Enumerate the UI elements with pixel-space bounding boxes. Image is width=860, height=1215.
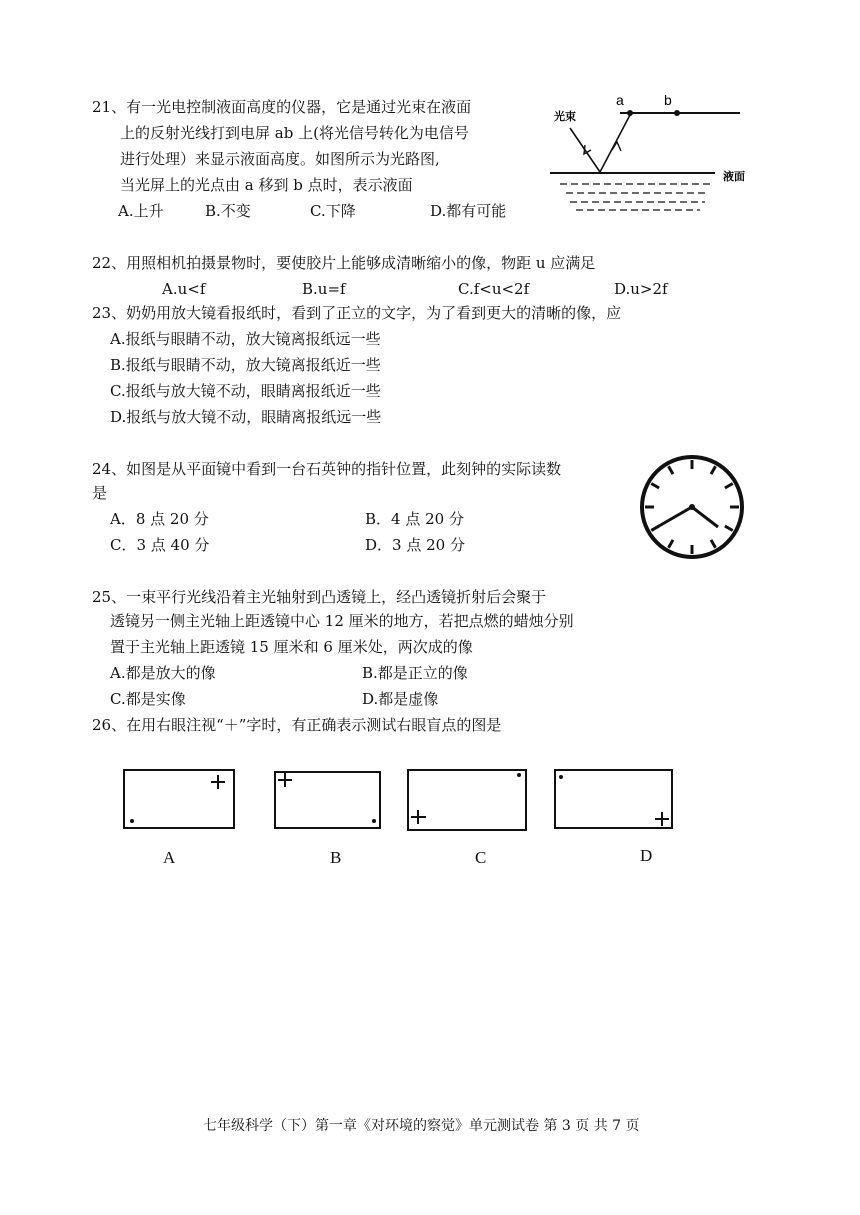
point-b bbox=[674, 110, 680, 116]
q24-option-b: B．4 点 20 分 bbox=[365, 510, 464, 528]
dot-mark bbox=[517, 773, 521, 777]
figure-label-d: D bbox=[640, 846, 653, 865]
dot-mark bbox=[130, 819, 134, 823]
page-footer: 七年级科学（下）第一章《对环境的察觉》单元测试卷 第 3 页 共 7 页 bbox=[203, 1118, 640, 1134]
q23-option-b: B.报纸与眼睛不动，放大镜离报纸近一些 bbox=[110, 356, 381, 374]
q25-line-2: 透镜另一侧主光轴上距透镜中心 12 厘米的地方，若把点燃的蜡烛分别 bbox=[110, 612, 574, 630]
q23-option-d: D.报纸与放大镜不动，眼睛离报纸远一些 bbox=[110, 408, 382, 426]
q25-option-d: D.都是虚像 bbox=[362, 690, 439, 708]
q24-option-d: D．3 点 20 分 bbox=[365, 536, 465, 554]
q21-line-3: 进行处理）来显示液面高度。如图所示为光路图, bbox=[120, 150, 440, 168]
q22-option-c: C.f<u<2f bbox=[458, 280, 530, 298]
q22-option-d: D.u>2f bbox=[614, 280, 668, 298]
label-beam: 光束 bbox=[554, 111, 576, 123]
q25-option-b: B.都是正立的像 bbox=[362, 664, 468, 682]
q24-line-1: 24、如图是从平面镜中看到一台石英钟的指针位置，此刻钟的实际读数 bbox=[92, 460, 562, 478]
label-a: a bbox=[616, 92, 624, 108]
q21-option-d: D.都有可能 bbox=[430, 202, 507, 220]
q21-option-a: A.上升 bbox=[118, 202, 164, 220]
q22-stem: 22、用照相机拍摄景物时，要使胶片上能够成清晰缩小的像，物距 u 应满足 bbox=[92, 254, 596, 272]
q21-option-b: B.不变 bbox=[205, 202, 251, 220]
label-liquid: 液面 bbox=[723, 171, 745, 183]
q24-option-c: C．3 点 40 分 bbox=[110, 536, 210, 554]
incident-arrow bbox=[584, 145, 591, 154]
q22-option-b: B.u=f bbox=[302, 280, 346, 298]
clock-center bbox=[689, 504, 695, 510]
figure-label-b: B bbox=[330, 848, 342, 867]
mirror-clock-figure bbox=[638, 452, 748, 562]
q23-option-a: A.报纸与眼睛不动，放大镜离报纸远一些 bbox=[110, 330, 381, 348]
q21-option-c: C.下降 bbox=[310, 202, 356, 220]
q23-option-c: C.报纸与放大镜不动，眼睛离报纸近一些 bbox=[110, 382, 381, 400]
blind-spot-figures bbox=[110, 760, 690, 840]
q25-line-3: 置于主光轴上距透镜 15 厘米和 6 厘米处，两次成的像 bbox=[110, 638, 473, 656]
dot-mark bbox=[372, 819, 376, 823]
q26-stem: 26、在用右眼注视“＋”字时，有正确表示测试右眼盲点的图是 bbox=[92, 716, 502, 734]
q24-line-2: 是 bbox=[92, 484, 108, 502]
q25-line-1: 25、一束平行光线沿着主光轴射到凸透镜上，经凸透镜折射后会聚于 bbox=[92, 588, 547, 606]
q21-line-1: 21、有一光电控制液面高度的仪器，它是通过光束在液面 bbox=[92, 98, 472, 116]
q24-option-a: A．8 点 20 分 bbox=[110, 510, 209, 528]
q25-option-a: A.都是放大的像 bbox=[110, 664, 216, 682]
dot-mark bbox=[559, 775, 563, 779]
figure-d-box bbox=[555, 770, 672, 828]
figure-label-c: C bbox=[475, 848, 487, 867]
figure-label-a: A bbox=[163, 848, 176, 867]
q21-line-2: 上的反射光线打到电屏 ab 上(将光信号转化为电信号 bbox=[120, 124, 469, 142]
q23-stem: 23、奶奶用放大镜看报纸时，看到了正立的文字，为了看到更大的清晰的像，应 bbox=[92, 304, 622, 322]
reflected-ray bbox=[600, 115, 630, 172]
light-path-figure bbox=[540, 88, 780, 218]
q21-line-4: 当光屏上的光点由 a 移到 b 点时，表示液面 bbox=[120, 176, 413, 194]
q25-option-c: C.都是实像 bbox=[110, 690, 186, 708]
label-b: b bbox=[664, 92, 672, 108]
q22-option-a: A.u<f bbox=[162, 280, 206, 298]
figure-c-box bbox=[408, 770, 526, 830]
